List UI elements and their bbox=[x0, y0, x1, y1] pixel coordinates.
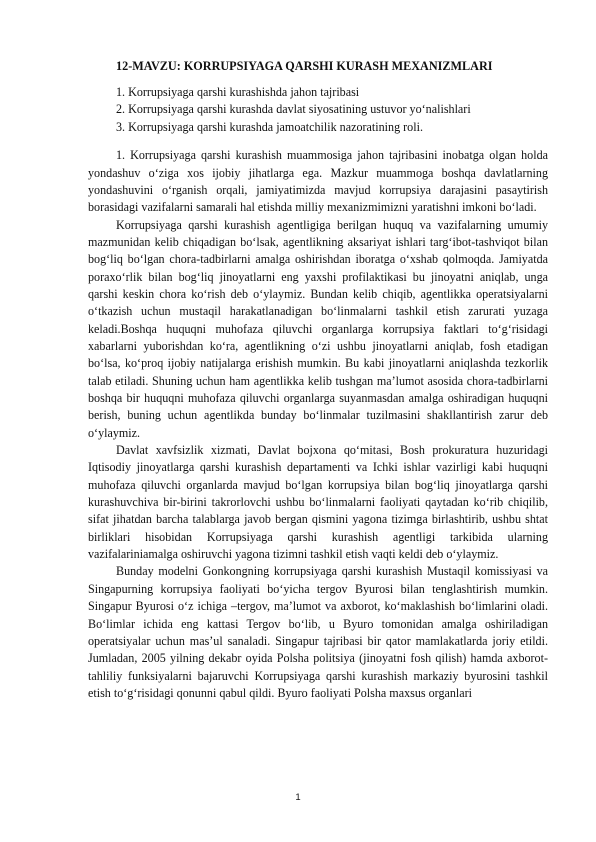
topic-plan-list bbox=[88, 84, 548, 136]
document-title: 12-MAVZU: KORRUPSIYAGA QARSHI KURASH MEXANIZMLARI bbox=[116, 59, 493, 73]
plan-item-3: 3. Korrupsiyaga qarshi kurashda jamoatchilik nazoratining roli. bbox=[116, 119, 423, 134]
paragraph-1: 1. Korrupsiyaga qarshi kurashish muammosiga jahon tajribasini inobatga olgan holda yondashuv o‘ziga xos ijobiy jihatlarga ega. Mazkur muammoga boshqa davlatlarning yondashuvini o‘rganish orqali, jamiyatimizda mavjud korrupsiya darajasini pasaytirish borasidagi vazifalarni samarali hal etishda milliy mexanizmimizni yaratishni imkoni bo‘ladi. bbox=[88, 148, 548, 215]
plan-item-1: 1. Korrupsiyaga qarshi kurashishda jahon tajribasi bbox=[116, 85, 360, 99]
plan-item-2: 2. Korrupsiyaga qarshi kurashda davlat siyosatining ustuvor yo‘nalishlari bbox=[116, 102, 471, 117]
paragraph-2: Korrupsiyaga qarshi kurashish agentligiga berilgan huquq va vazifalarning umumiy mazmunidan kelib chiqadigan bo‘lsak, agentlikning aksariyat ishlari targ‘ibot-tashviqot bilan bog‘liq bo‘lgan chora-tadbirlarni amalga oshirishdan iboratga o‘xshab qolmoqda. Jamiyatda poraxo‘rlik bilan bog‘liq jinoyatlarni eng yaxshi profilaktikasi bu jinoyatni aniqlab, unga qarshi keskin chora ko‘rish deb o‘ylaymiz. Bundan kelib chiqib, agentlikka operatsiyalarni o‘tkazish uchun mustaqil harakatlanadigan bo‘linmalarni tashkil etish zarurati yuzaga keladi.Boshqa huquqni muhofaza qiluvchi organlarga korrupsiya faktlari to‘g‘risidagi xabarlarni yuborishdan ko‘ra, agentlikning o‘zi ushbu jinoyatlarni aniqlab, fosh etadigan bo‘lsa, ko‘proq ijobiy natijalarga erishish mumkin. Bu kabi jinoyatlarni aniqlashda tezkorlik talab etiladi. Shuning uchun ham agentlikka kelib tushgan ma’lumot asosida chora-tadbirlarni boshqa bir huquqni muhofaza qiluvchi organlarga suyanmasdan amalga oshiradigan huquqni berish, buning uchun agentlikda bunday bo‘linmalar tuzilmasini shakllantirish zarur deb o‘ylaymiz. bbox=[88, 217, 548, 440]
paragraph-3: Davlat xavfsizlik xizmati, Davlat bojxona qo‘mitasi, Bosh prokuratura huzuridagi Iqtisodiy jinoyatlarga qarshi kurashish departamenti va Ichki ishlar vazirligi kabi huquqni muhofaza qiluvchi organlarda mavjud bo‘lgan korrupsiya bilan bog‘liq jinoyatlarga qarshi kurashuvchiva bir-birini takrorlovchi ushbu bo‘linmalarni faoliyati qaytadan ko‘rib chiqilib, sifat jihatdan barcha talablarga javob bergan qismini yagona tizimga birlashtirib, ushbu shtat birliklari hisobidan Korrupsiyaga qarshi kurashish agentligi tarkibida ularning vazifalariniamalga oshiruvchi yagona tizimni tashkil etish vaqti keldi deb o‘ylaymiz. bbox=[88, 443, 548, 562]
paragraph-4: Bunday modelni Gonkongning korrupsiyaga qarshi kurashish Mustaqil komissiyasi va Singapurning korrupsiya faoliyati bo‘yicha tergov Byurosi bilan tenglashtirish mumkin. Singapur Byurosi o‘z ichiga –tergov, ma’lumot va axborot, ko‘maklashish bo‘limlarini oladi. Bo‘limlar ichida eng kattasi Tergov bo‘lib, u Byuro tomonidan amalga oshiriladigan operatsiyalar uchun mas’ul sanaladi. Singapur tajribasi bir qator mamlakatlarda joriy etildi. Jumladan, 2005 yilning dekabr oyida Polsha politsiya (jinoyatni fosh qilish) hamda axborot-tahliliy funksiyalarni bajaruvchi Korrupsiyaga qarshi kurashish markaziy byurosini tashkil etish to‘g‘risidagi qonunni qabul qildi. Byuro faoliyati Polsha maxsus organlari bbox=[88, 564, 548, 700]
document-page bbox=[88, 58, 548, 702]
page-number: 1 bbox=[295, 792, 301, 803]
